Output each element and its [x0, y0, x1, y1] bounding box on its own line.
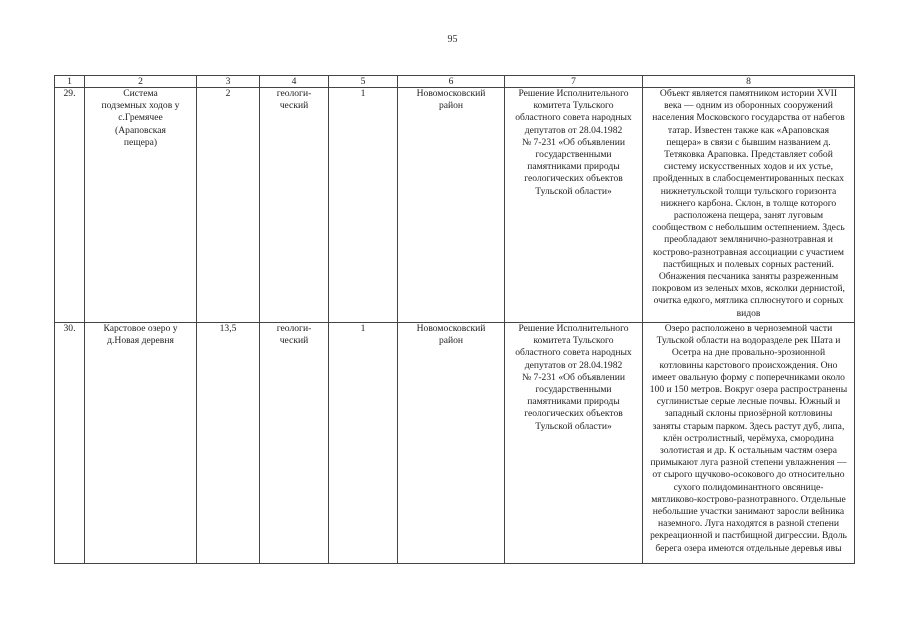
- column-header: 6: [398, 76, 505, 88]
- table-header-row: [55, 76, 855, 88]
- category-value: 1: [329, 88, 398, 323]
- row-number: 29.: [55, 88, 85, 323]
- description-text: Объект является памятником истории XVII века — одним из оборонных сооружений населения Московского государства от набегов татар. Известен также как «Араповская пещера» в связи с бывшим названием д. Тетяковка Араповка. Представляет собой систему искусственных ходов и их устье, пройденных в слабосцементированных песках нижнетульской толщи тульского горизонта нижнего карбона. Склон, в толще которого расположена пещера, занят луговым сообществом с небольшим остепнением. Здесь преобладают землянично-разнотравная и кострово-разнотравная ассоциации с участием пастбищных и полевых сорных растений. Обнажения песчаника заняты разреженным покровом из зеленых мхов, ясколки дернистой, очитка едкого, мятлика сплюснутого и сорных видов: [643, 88, 855, 323]
- table-row: [55, 323, 855, 564]
- natural-monuments-table: [54, 75, 855, 564]
- page-number: 95: [447, 34, 458, 45]
- profile-value: геологи- ческий: [260, 88, 329, 323]
- table-row: [55, 88, 855, 323]
- object-name: Система подземных ходов у с.Гремячее (Араповская пещера): [85, 88, 197, 323]
- column-header: 1: [55, 76, 85, 88]
- area-value: 2: [197, 88, 260, 323]
- column-header: 8: [643, 76, 855, 88]
- column-header: 2: [85, 76, 197, 88]
- description-text: Озеро расположено в черноземной части Тульской области на водоразделе рек Шата и Осетра на дне провально-эрозионной котловины карстового происхождения. Оно имеет овальную форму с поперечниками около 100 и 150 метров. Вокруг озера распространены суглинистые серые лесные почвы. Южный и западный склоны приозёрной котловины заняты старым парком. Здесь растут дуб, липа, клён остролистный, черёмуха, смородина золотистая и др. К остальным частям озера примыкают луга разной степени увлажнения — от сырого щучково-осокового до относительно сухого полидоминантного овсянице- мятликово-кострово-разнотравного. Отдельные небольшие участки занимают заросли вейника наземного. Луга находятся в разной степени рекреационной и пастбищной дигрессии. Вдоль берега озера имеются отдельные деревья ивы: [643, 323, 855, 564]
- object-name: Карстовое озеро у д.Новая деревня: [85, 323, 197, 564]
- profile-value: геологи- ческий: [260, 323, 329, 564]
- column-header: 5: [329, 76, 398, 88]
- decision-text: Решение Исполнительного комитета Тульского областного совета народных депутатов от 28.04.1982 № 7-231 «Об объявлении государственными памятниками природы геологических объектов Тульской области»: [505, 88, 643, 323]
- row-number: 30.: [55, 323, 85, 564]
- district-value: Новомосковский район: [398, 323, 505, 564]
- district-value: Новомосковский район: [398, 88, 505, 323]
- area-value: 13,5: [197, 323, 260, 564]
- column-header: 3: [197, 76, 260, 88]
- column-header: 7: [505, 76, 643, 88]
- decision-text: Решение Исполнительного комитета Тульского областного совета народных депутатов от 28.04.1982 № 7-231 «Об объявлении государственными памятниками природы геологических объектов Тульской области»: [505, 323, 643, 564]
- category-value: 1: [329, 323, 398, 564]
- column-header: 4: [260, 76, 329, 88]
